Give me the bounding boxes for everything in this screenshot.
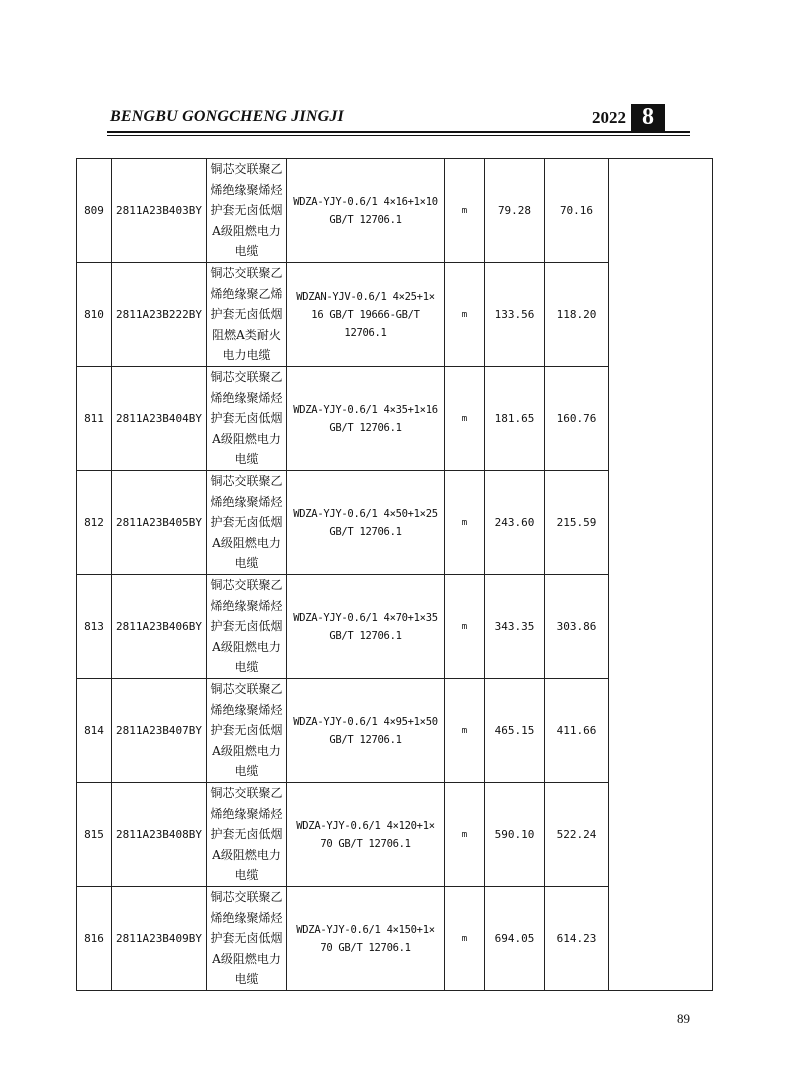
item-name-line: 电缆 bbox=[234, 660, 259, 675]
item-name-line: 电力电缆 bbox=[222, 348, 271, 363]
item-name bbox=[207, 679, 287, 783]
issue-badge: 8 bbox=[631, 104, 665, 131]
item-name-line: 电缆 bbox=[234, 556, 259, 571]
item-spec-line: 16 GB/T 19666-GB/T 12706.1 bbox=[311, 308, 420, 339]
row-number: 815 bbox=[77, 783, 112, 887]
item-spec bbox=[287, 575, 445, 679]
row-number: 816 bbox=[77, 887, 112, 991]
header-rule-thin bbox=[107, 135, 690, 136]
item-name-line: 铜芯交联聚乙 bbox=[210, 162, 283, 177]
item-unit: m bbox=[445, 783, 485, 887]
item-name-line: A级阻燃电力 bbox=[212, 535, 281, 550]
item-unit: m bbox=[445, 887, 485, 991]
item-name-line: 铜芯交联聚乙 bbox=[210, 682, 283, 697]
item-name-line: 电缆 bbox=[234, 244, 259, 259]
item-spec-line: GB/T 12706.1 bbox=[329, 525, 402, 538]
item-name-line: A级阻燃电力 bbox=[212, 431, 281, 446]
item-spec-line: GB/T 12706.1 bbox=[329, 629, 402, 642]
item-spec-line: WDZA-YJY-0.6/1 4×35+1×16 bbox=[293, 403, 438, 416]
item-spec-line: GB/T 12706.1 bbox=[329, 733, 402, 746]
item-unit: m bbox=[445, 367, 485, 471]
price-excl-tax: 70.16 bbox=[545, 159, 609, 263]
price-incl-tax: 343.35 bbox=[485, 575, 545, 679]
item-name bbox=[207, 159, 287, 263]
item-code: 2811A23B407BY bbox=[112, 679, 207, 783]
item-spec-line: WDZA-YJY-0.6/1 4×95+1×50 bbox=[293, 715, 438, 728]
item-name-line: 烯绝缘聚烯烃 bbox=[210, 806, 283, 821]
item-unit: m bbox=[445, 159, 485, 263]
item-name-line: 电缆 bbox=[234, 972, 259, 987]
item-code: 2811A23B405BY bbox=[112, 471, 207, 575]
item-name-line: 电缆 bbox=[234, 868, 259, 883]
item-name-line: A级阻燃电力 bbox=[212, 951, 281, 966]
item-spec-line: 70 GB/T 12706.1 bbox=[320, 941, 411, 954]
item-name-line: 电缆 bbox=[234, 452, 259, 467]
item-name-line: 护套无卤低烟 bbox=[210, 931, 283, 946]
item-name bbox=[207, 367, 287, 471]
item-spec-line: WDZA-YJY-0.6/1 4×120+1× bbox=[296, 819, 435, 832]
item-name-line: 护套无卤低烟 bbox=[210, 827, 283, 842]
item-name bbox=[207, 263, 287, 367]
item-code: 2811A23B409BY bbox=[112, 887, 207, 991]
item-name-line: 护套无卤低烟 bbox=[210, 619, 283, 634]
item-name-line: 烯绝缘聚乙烯 bbox=[210, 286, 283, 301]
item-name bbox=[207, 471, 287, 575]
item-name-line: 阻燃A类耐火 bbox=[212, 327, 281, 342]
item-code: 2811A23B404BY bbox=[112, 367, 207, 471]
row-number: 811 bbox=[77, 367, 112, 471]
row-number: 809 bbox=[77, 159, 112, 263]
item-spec-line: GB/T 12706.1 bbox=[329, 213, 402, 226]
item-spec-line: GB/T 12706.1 bbox=[329, 421, 402, 434]
row-number: 810 bbox=[77, 263, 112, 367]
item-name-line: 铜芯交联聚乙 bbox=[210, 474, 283, 489]
item-name-line: 铜芯交联聚乙 bbox=[210, 786, 283, 801]
item-name-line: 烯绝缘聚烯烃 bbox=[210, 598, 283, 613]
item-name-line: 护套无卤低烟 bbox=[210, 411, 283, 426]
item-spec bbox=[287, 263, 445, 367]
item-spec bbox=[287, 783, 445, 887]
item-unit: m bbox=[445, 575, 485, 679]
item-code: 2811A23B403BY bbox=[112, 159, 207, 263]
item-name-line: 烯绝缘聚烯烃 bbox=[210, 182, 283, 197]
price-table bbox=[76, 158, 713, 991]
price-incl-tax: 590.10 bbox=[485, 783, 545, 887]
price-incl-tax: 79.28 bbox=[485, 159, 545, 263]
item-name-line: A级阻燃电力 bbox=[212, 223, 281, 238]
item-name-line: 铜芯交联聚乙 bbox=[210, 578, 283, 593]
price-incl-tax: 243.60 bbox=[485, 471, 545, 575]
table-body bbox=[77, 159, 713, 991]
item-unit: m bbox=[445, 471, 485, 575]
item-name-line: 护套无卤低烟 bbox=[210, 203, 283, 218]
header-rule-thick bbox=[107, 131, 690, 133]
item-name-line: A级阻燃电力 bbox=[212, 639, 281, 654]
page-number: 89 bbox=[677, 1011, 690, 1026]
item-spec-line: WDZAN-YJV-0.6/1 4×25+1× bbox=[296, 290, 435, 303]
price-excl-tax: 522.24 bbox=[545, 783, 609, 887]
item-name bbox=[207, 887, 287, 991]
item-name-line: 护套无卤低烟 bbox=[210, 307, 283, 322]
header-year: 2022 bbox=[592, 108, 626, 127]
item-name-line: 烯绝缘聚烯烃 bbox=[210, 494, 283, 509]
item-spec-line: WDZA-YJY-0.6/1 4×150+1× bbox=[296, 923, 435, 936]
item-spec-line: WDZA-YJY-0.6/1 4×70+1×35 bbox=[293, 611, 438, 624]
item-name-line: 烯绝缘聚烯烃 bbox=[210, 702, 283, 717]
price-excl-tax: 303.86 bbox=[545, 575, 609, 679]
row-number: 814 bbox=[77, 679, 112, 783]
price-excl-tax: 411.66 bbox=[545, 679, 609, 783]
item-code: 2811A23B222BY bbox=[112, 263, 207, 367]
item-unit: m bbox=[445, 263, 485, 367]
price-excl-tax: 614.23 bbox=[545, 887, 609, 991]
item-spec bbox=[287, 679, 445, 783]
item-spec bbox=[287, 367, 445, 471]
price-incl-tax: 133.56 bbox=[485, 263, 545, 367]
price-excl-tax: 215.59 bbox=[545, 471, 609, 575]
item-name-line: 铜芯交联聚乙 bbox=[210, 370, 283, 385]
remarks-cell bbox=[609, 159, 713, 991]
item-name-line: 烯绝缘聚烯烃 bbox=[210, 390, 283, 405]
item-spec bbox=[287, 159, 445, 263]
item-name-line: 护套无卤低烟 bbox=[210, 723, 283, 738]
price-incl-tax: 694.05 bbox=[485, 887, 545, 991]
item-unit: m bbox=[445, 679, 485, 783]
price-incl-tax: 181.65 bbox=[485, 367, 545, 471]
item-code: 2811A23B406BY bbox=[112, 575, 207, 679]
item-name-line: A级阻燃电力 bbox=[212, 847, 281, 862]
item-spec-line: 70 GB/T 12706.1 bbox=[320, 837, 411, 850]
row-number: 812 bbox=[77, 471, 112, 575]
item-name-line: 电缆 bbox=[234, 764, 259, 779]
price-excl-tax: 160.76 bbox=[545, 367, 609, 471]
item-name-line: 铜芯交联聚乙 bbox=[210, 890, 283, 905]
journal-title: BENGBU GONGCHENG JINGJI bbox=[110, 108, 344, 125]
item-name-line: 护套无卤低烟 bbox=[210, 515, 283, 530]
table-row bbox=[77, 159, 713, 263]
item-spec-line: WDZA-YJY-0.6/1 4×50+1×25 bbox=[293, 507, 438, 520]
row-number: 813 bbox=[77, 575, 112, 679]
item-spec-line: WDZA-YJY-0.6/1 4×16+1×10 bbox=[293, 195, 438, 208]
item-name-line: A级阻燃电力 bbox=[212, 743, 281, 758]
item-name-line: 烯绝缘聚烯烃 bbox=[210, 910, 283, 925]
item-name bbox=[207, 575, 287, 679]
item-spec bbox=[287, 471, 445, 575]
price-incl-tax: 465.15 bbox=[485, 679, 545, 783]
item-code: 2811A23B408BY bbox=[112, 783, 207, 887]
item-spec bbox=[287, 887, 445, 991]
price-excl-tax: 118.20 bbox=[545, 263, 609, 367]
item-name bbox=[207, 783, 287, 887]
item-name-line: 铜芯交联聚乙 bbox=[210, 266, 283, 281]
